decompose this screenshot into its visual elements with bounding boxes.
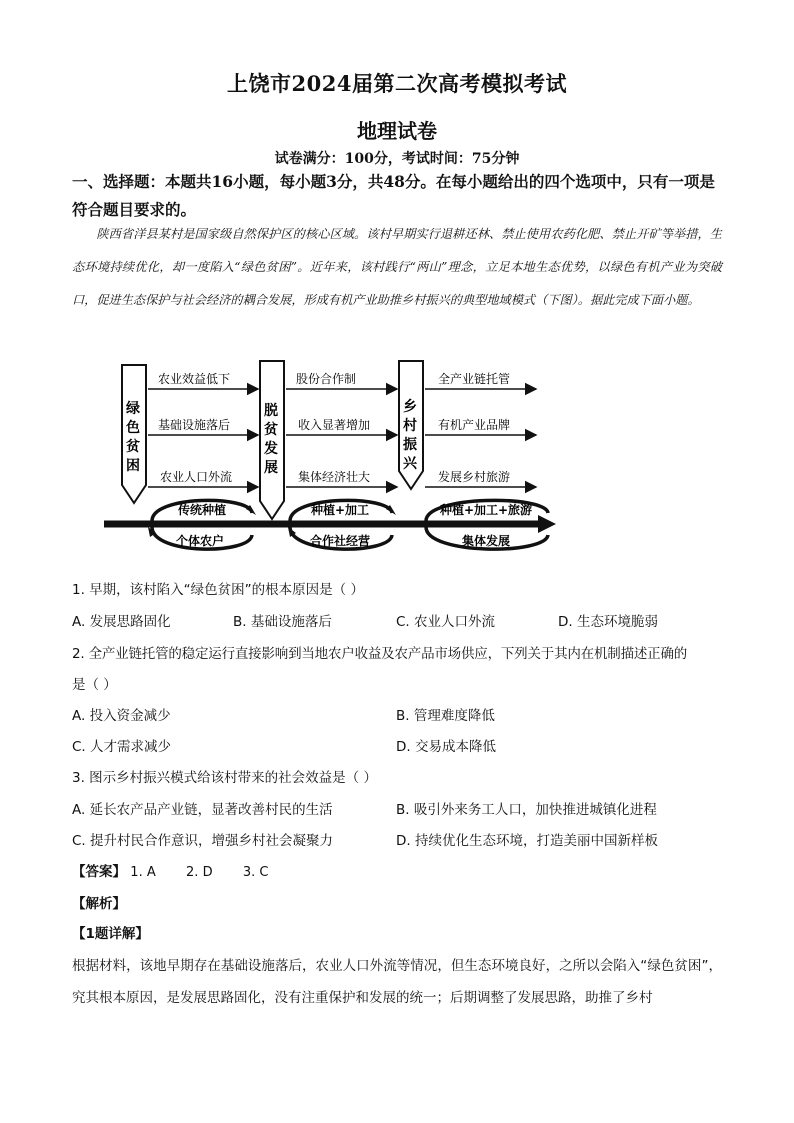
q3-option-c: C. 提升村民合作意识，增强乡村社会凝聚力 [72, 833, 334, 849]
question-1-stem: 1. 早期，该村陷入“绿色贫困”的根本原因是（ ） [72, 582, 364, 598]
stage-box-poverty-alleviation [260, 361, 284, 519]
answer-item-2: 2. D [186, 865, 213, 880]
q2-option-d: D. 交易成本降低 [396, 739, 496, 755]
question-2-stem-line2: 是（ ） [72, 677, 117, 693]
stage3-label: 乡村振兴 [403, 399, 419, 472]
exam-info: 试卷满分：100分，考试时间：75分钟 [274, 151, 520, 167]
rural-revitalization-diagram [100, 355, 560, 565]
loop3-bottom: 集体发展 [461, 534, 511, 548]
q1-option-b: B. 基础设施落后 [233, 614, 332, 630]
question-3-stem: 3. 图示乡村振兴模式给该村带来的社会效益是（ ） [72, 770, 377, 786]
answer-item-3: 3. C [242, 865, 269, 880]
col2-item-3: 集体经济壮大 [298, 470, 371, 484]
col3-item-1: 全产业链托管 [438, 372, 511, 386]
col2-item-2: 收入显著增加 [298, 418, 371, 432]
detail-paragraph: 根据材料，该地早期存在基础设施落后，农业人口外流等情况，但生态环境良好，之所以会陷入“绿色贫困”，究其根本原因，是发展思路固化，没有注重保护和发展的统一；后期调整了发展思路，助推了乡村 [72, 958, 722, 1006]
question-2-stem-line1: 2. 全产业链托管的稳定运行直接影响到当地农户收益及农产品市场供应，下列关于其内在机制描述正确的 [72, 646, 688, 662]
col3-item-2: 有机产业品牌 [438, 418, 511, 432]
loop2-top: 种植+加工 [310, 503, 370, 517]
q1-option-a: A. 发展思路固化 [72, 614, 171, 630]
stage2-label: 脱贫发展 [264, 403, 280, 476]
answer-item-1: 1. A [130, 865, 156, 880]
q2-option-b: B. 管理难度降低 [396, 708, 495, 724]
paper-title: 上饶市2024届第二次高考模拟考试 [227, 71, 567, 96]
answer-row [72, 860, 269, 880]
loop1-bottom: 个体农户 [175, 534, 225, 548]
loop1-top: 传统种植 [177, 503, 227, 517]
q3-option-b: B. 吸引外来务工人口，加快推进城镇化进程 [396, 802, 657, 818]
col1-item-3: 农业人口外流 [160, 470, 233, 484]
material-paragraph: 陕西省洋县某村是国家级自然保护区的核心区域。该村早期实行退耕还林、禁止使用农药化肥、禁止开矿等举措，生态环境持续优化，却一度陷入“绿色贫困”。近年来，该村践行“两山”理念，立足本地生态优势，以绿色有机产业为突破口，促进生态保护与社会经济的耦合发展，形成有机产业助推乡村振兴的典型地域模式（下图）。据此完成下面小题。 [72, 227, 722, 307]
col3-item-3: 发展乡村旅游 [438, 470, 511, 484]
analysis-label: 【解析】 [72, 896, 126, 912]
col2-item-1: 股份合作制 [296, 372, 357, 386]
q3-option-a: A. 延长农产品产业链，显著改善村民的生活 [72, 802, 333, 818]
q2-option-c: C. 人才需求减少 [72, 739, 172, 755]
q2-option-a: A. 投入资金减少 [72, 708, 171, 724]
detail-label: 【1题详解】 [72, 926, 149, 942]
stage1-label: 绿色贫困 [126, 401, 142, 474]
answer-label: 【答案】 [72, 864, 126, 880]
q1-option-d: D. 生态环境脆弱 [558, 614, 658, 630]
loop2-bottom: 合作社经营 [309, 534, 371, 548]
loop3-top: 种植+加工+旅游 [439, 503, 533, 517]
q1-option-c: C. 农业人口外流 [396, 614, 496, 630]
q3-option-d: D. 持续优化生态环境，打造美丽中国新样板 [396, 833, 658, 849]
col1-item-1: 农业效益低下 [158, 372, 231, 386]
col1-item-2: 基础设施落后 [158, 418, 231, 432]
subject-title: 地理试卷 [357, 119, 437, 143]
section-heading: 一、选择题：本题共16小题，每小题3分，共48分。在每小题给出的四个选项中，只有一项是符合题目要求的。 [72, 172, 715, 219]
